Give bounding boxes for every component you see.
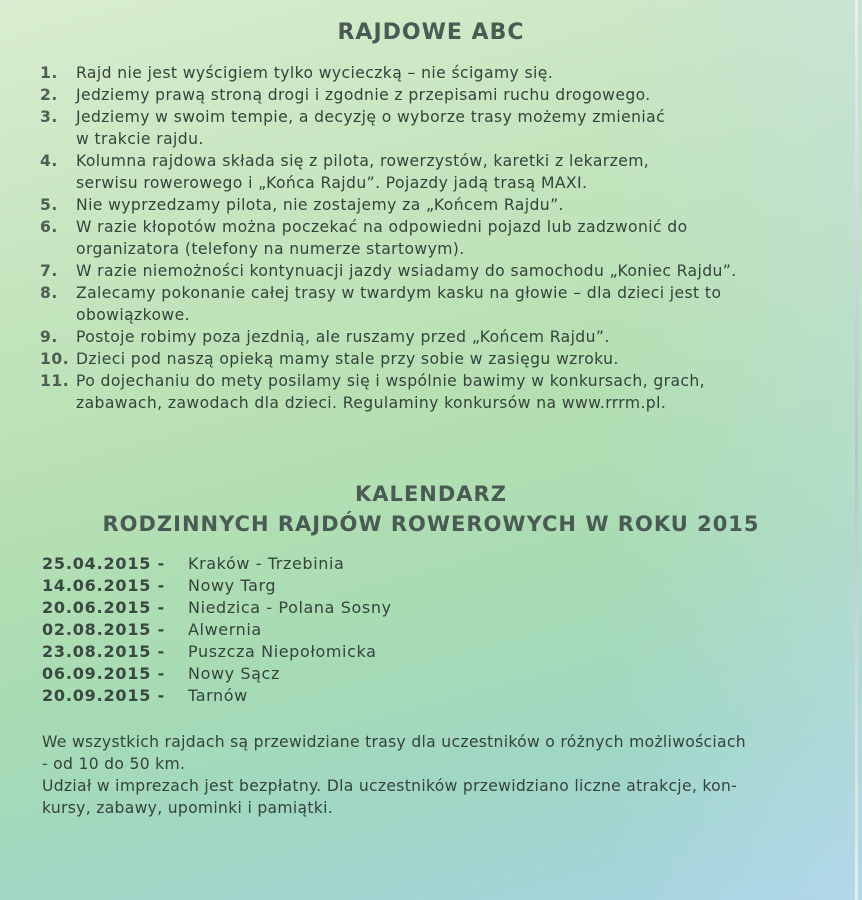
event-place: Niedzica - Polana Sosny xyxy=(188,598,392,617)
rule-number: 4. xyxy=(40,152,58,170)
rule-item xyxy=(40,370,820,414)
rule-item xyxy=(40,260,820,282)
rules-list xyxy=(40,62,820,414)
event-row xyxy=(42,663,392,685)
rule-item xyxy=(40,326,820,348)
rule-text: Postoje robimy poza jezdnią, ale ruszamy przed „Końcem Rajdu”. xyxy=(76,328,610,346)
event-date: 20.06.2015 - xyxy=(42,598,166,617)
event-date: 23.08.2015 - xyxy=(42,642,166,661)
rule-text: Jedziemy prawą stroną drogi i zgodnie z przepisami ruchu drogowego. xyxy=(76,86,651,104)
event-date: 20.09.2015 - xyxy=(42,686,166,705)
event-row xyxy=(42,685,392,707)
rule-number: 2. xyxy=(40,86,58,104)
event-row xyxy=(42,641,392,663)
event-date: 14.06.2015 - xyxy=(42,576,166,595)
rule-item xyxy=(40,282,820,326)
rule-text: W razie kłopotów można poczekać na odpowiedni pojazd lub zadzwonić do organizatora (telefony na numerze startowym). xyxy=(76,218,688,258)
event-row xyxy=(42,619,392,641)
calendar-title: KALENDARZ xyxy=(355,482,507,506)
rule-number: 6. xyxy=(40,218,58,236)
rule-number: 8. xyxy=(40,284,58,302)
rule-number: 1. xyxy=(40,64,58,82)
event-place: Nowy Targ xyxy=(188,576,277,595)
rule-item xyxy=(40,348,820,370)
participation-note: Udział w imprezach jest bezpłatny. Dla uczestników przewidziano liczne atrakcje, kon- kursy, zabawy, upominki i pamiątki. xyxy=(42,777,738,817)
event-date: 25.04.2015 - xyxy=(42,554,166,573)
rule-item xyxy=(40,216,820,260)
rule-text: Dzieci pod naszą opieką mamy stale przy sobie w zasięgu wzroku. xyxy=(76,350,619,368)
event-row xyxy=(42,597,392,619)
rule-text: Nie wyprzedzamy pilota, nie zostajemy za „Końcem Rajdu”. xyxy=(76,196,564,214)
rule-text: Jedziemy w swoim tempie, a decyzję o wyborze trasy możemy zmieniać w trakcie rajdu. xyxy=(76,108,666,148)
rule-text: Rajd nie jest wyścigiem tylko wycieczką – nie ścigamy się. xyxy=(76,64,554,82)
rule-item xyxy=(40,62,820,84)
rule-text: Po dojechaniu do mety posilamy się i wspólnie bawimy w konkursach, grach, zabawach, zawodach dla dzieci. Regulaminy konkursów na www.rrrm.pl. xyxy=(76,372,706,412)
event-place: Puszcza Niepołomicka xyxy=(188,642,377,661)
event-place: Kraków - Trzebinia xyxy=(188,554,345,573)
rule-text: W razie niemożności kontynuacji jazdy wsiadamy do samochodu „Koniec Rajdu”. xyxy=(76,262,737,280)
rule-text: Kolumna rajdowa składa się z pilota, rowerzystów, karetki z lekarzem, serwisu rowerowego i „Końca Rajdu”. Pojazdy jadą trasą MAXI. xyxy=(76,152,650,192)
rule-number: 10. xyxy=(40,350,70,368)
calendar-subtitle: RODZINNYCH RAJDÓW ROWEROWYCH W ROKU 2015 xyxy=(102,512,760,536)
rule-number: 3. xyxy=(40,108,58,126)
event-row xyxy=(42,553,392,575)
routes-note: We wszystkich rajdach są przewidziane trasy dla uczestników o różnych możliwościach - od 10 do 50 km. xyxy=(42,733,746,773)
event-place: Tarnów xyxy=(188,686,248,705)
rule-number: 7. xyxy=(40,262,58,280)
event-row xyxy=(42,575,392,597)
rule-item xyxy=(40,84,820,106)
rules-title: RAJDOWE ABC xyxy=(337,20,525,45)
rule-item xyxy=(40,106,820,150)
event-list xyxy=(42,553,392,707)
event-date: 02.08.2015 - xyxy=(42,620,166,639)
event-date: 06.09.2015 - xyxy=(42,664,166,683)
event-place: Nowy Sącz xyxy=(188,664,280,683)
event-place: Alwernia xyxy=(188,620,262,639)
rule-number: 9. xyxy=(40,328,58,346)
rule-number: 5. xyxy=(40,196,58,214)
rule-item xyxy=(40,194,820,216)
rule-item xyxy=(40,150,820,194)
rule-number: 11. xyxy=(40,372,70,390)
page-edge-divider xyxy=(855,0,858,900)
rule-text: Zalecamy pokonanie całej trasy w twardym kasku na głowie – dla dzieci jest to obowiązkowe. xyxy=(76,284,722,324)
